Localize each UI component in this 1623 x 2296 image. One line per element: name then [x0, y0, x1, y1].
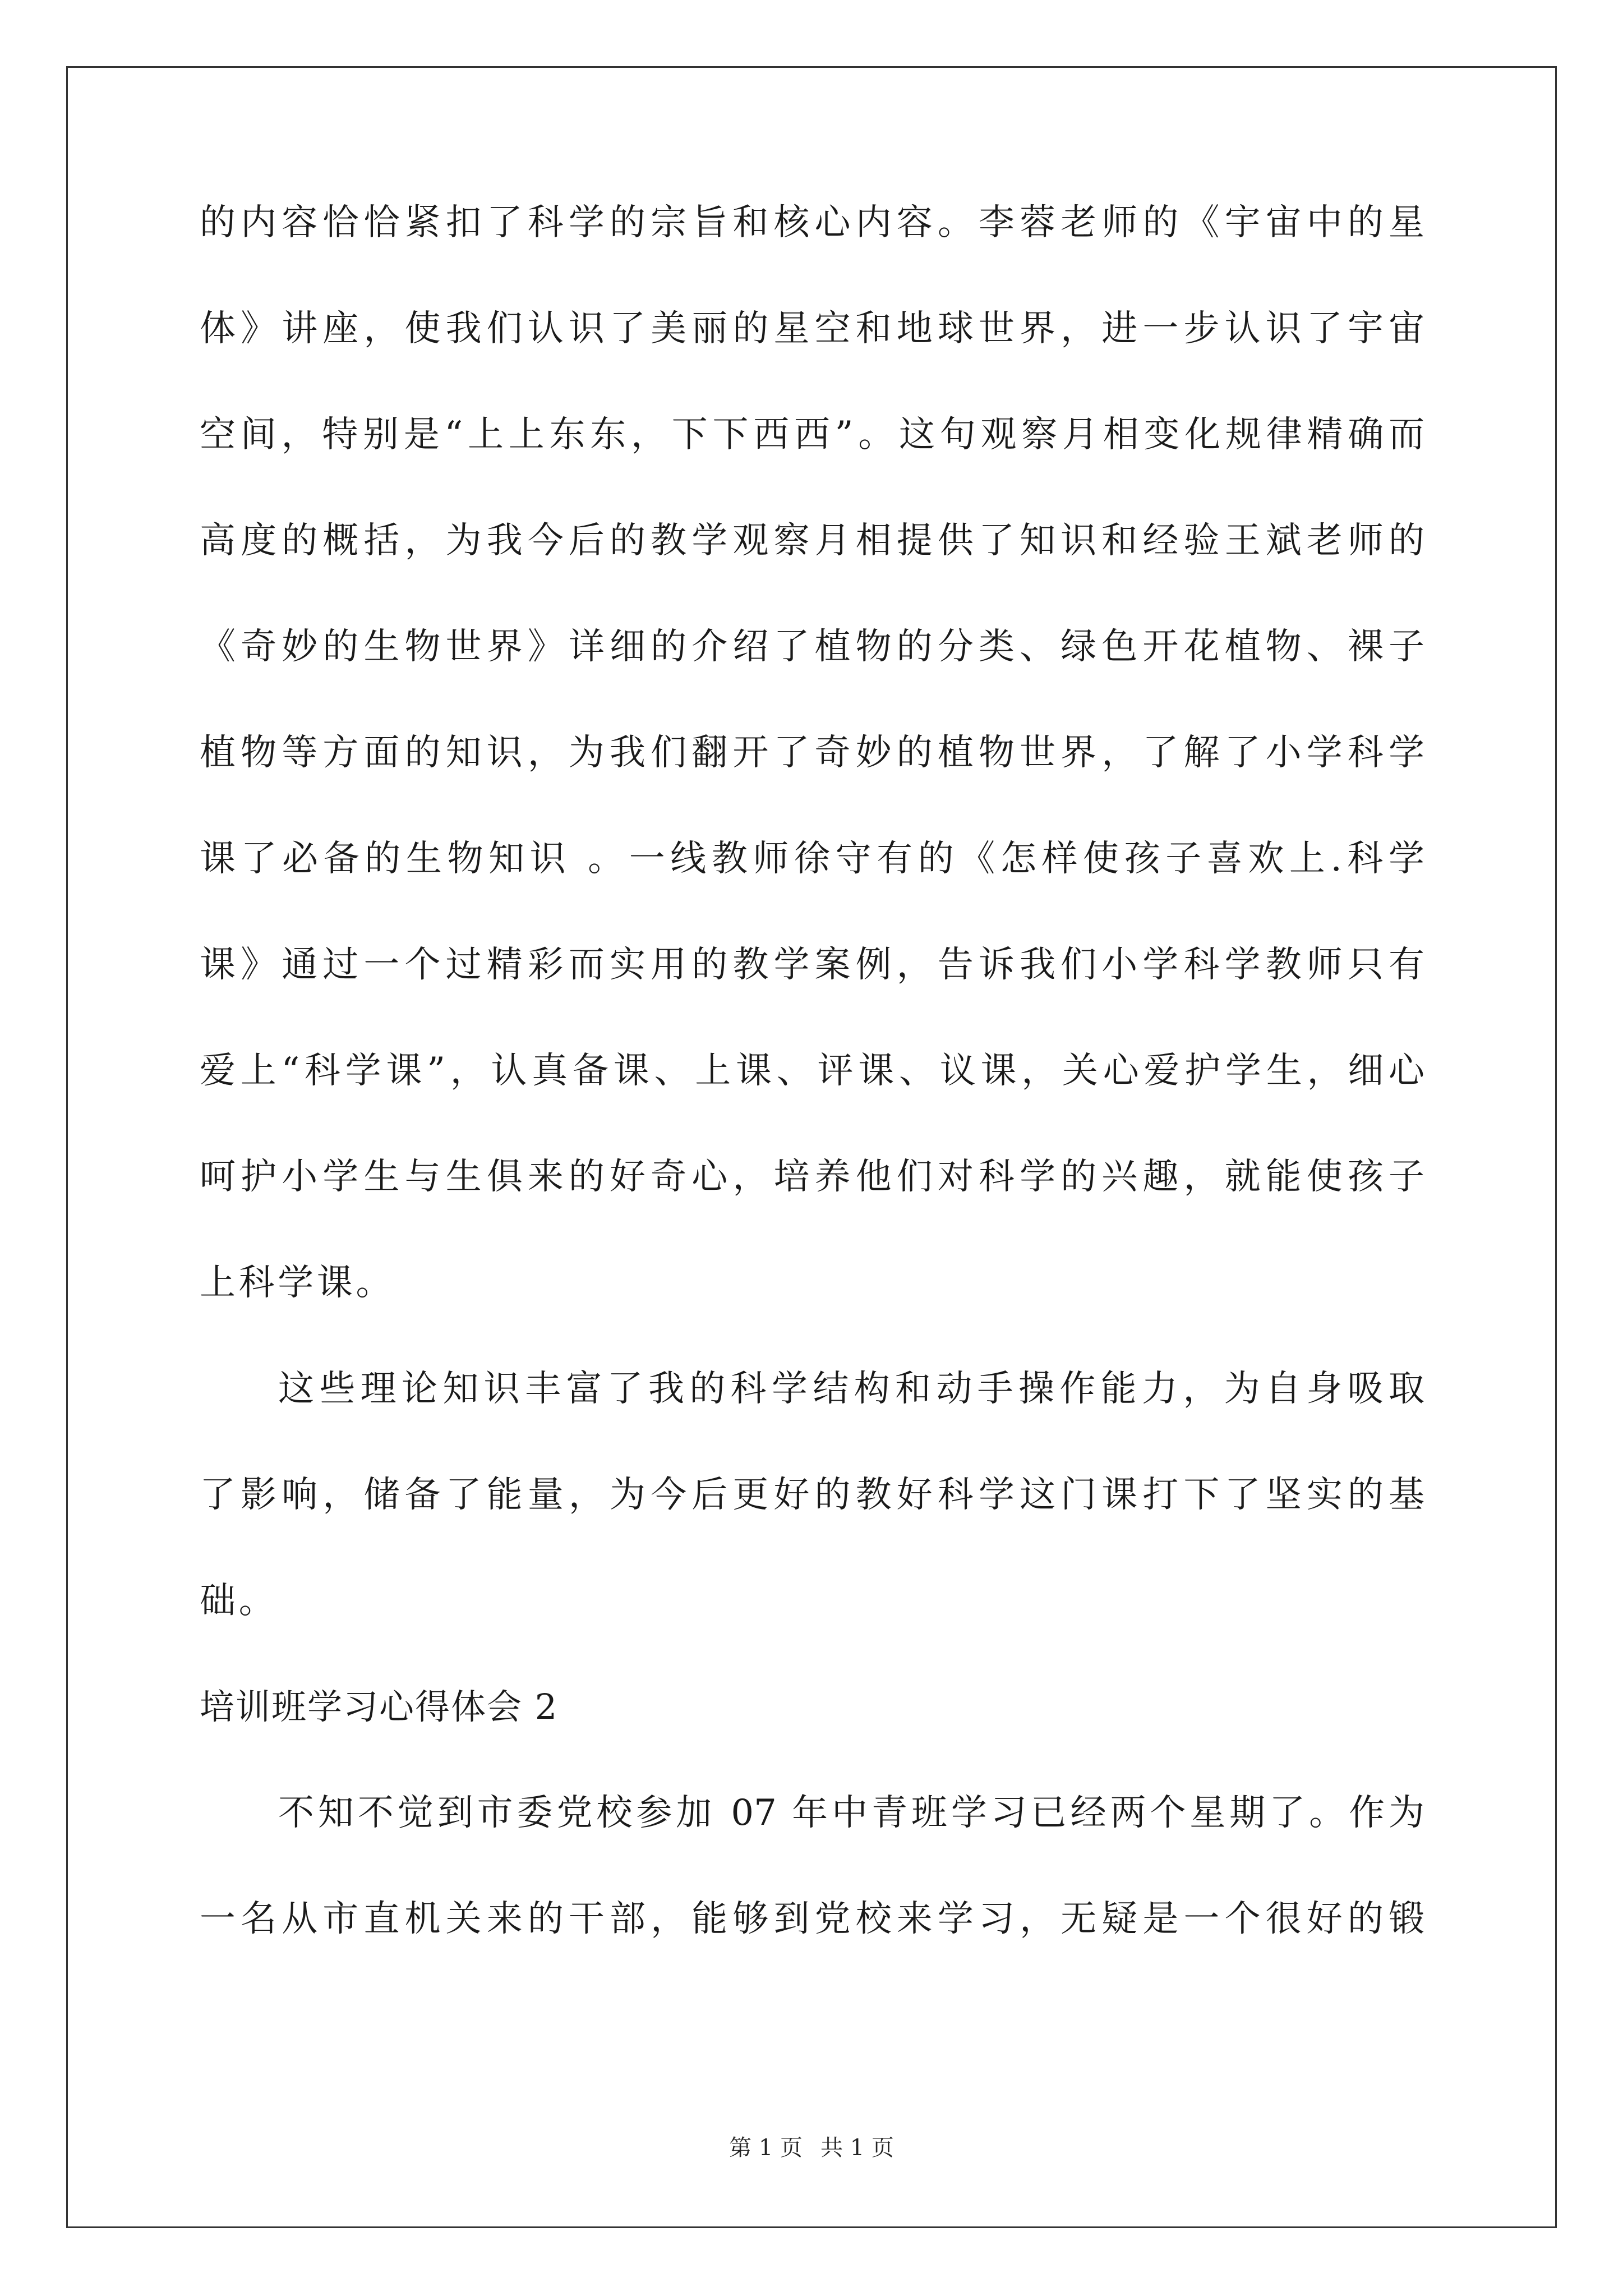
text-line: 高度的概括，为我今后的教学观察月相提供了知识和经验王斌老师的 [200, 520, 1424, 562]
text-line: 植物等方面的知识，为我们翻开了奇妙的植物世界，了解了小学科学 [200, 732, 1424, 774]
text-line: 课》通过一个过精彩而实用的教学案例，告诉我们小学科学教师只有 [200, 944, 1424, 986]
text-line: 爱上“科学课”，认真备课、上课、评课、议课，关心爱护学生，细心 [200, 1050, 1424, 1092]
text-line: 体》讲座，使我们认识了美丽的星空和地球世界，进一步认识了宇宙 [200, 308, 1424, 349]
text-line: 课了必备的生物知识 。一线教师徐守有的《怎样使孩子喜欢上.科学 [200, 838, 1424, 880]
paragraph-first-line: 不知不觉到市委党校参加 07 年中青班学习已经两个星期了。作为 [278, 1792, 1424, 1834]
section-heading: 培训班学习心得体会 2 [200, 1686, 559, 1727]
text-line: 一名从市直机关来的干部，能够到党校来学习，无疑是一个很好的锻 [200, 1898, 1424, 1940]
text-line: 《奇妙的生物世界》详细的介绍了植物的分类、绿色开花植物、裸子 [200, 626, 1424, 668]
page-footer [0, 2136, 1623, 2160]
paragraph-first-line: 这些理论知识丰富了我的科学结构和动手操作能力，为自身吸取 [278, 1368, 1424, 1410]
text-line: 础。 [200, 1580, 278, 1622]
text-line: 的内容恰恰紧扣了科学的宗旨和核心内容。李蓉老师的《宇宙中的星 [200, 202, 1424, 243]
page-number: 第 1 页 [729, 2135, 803, 2161]
text-line: 上科学课。 [200, 1262, 395, 1304]
document-body [200, 202, 1424, 2007]
page-total: 共 1 页 [820, 2135, 894, 2161]
text-line: 空间，特别是“上上东东，下下西西”。这句观察月相变化规律精确而 [200, 414, 1424, 455]
text-line: 呵护小学生与生俱来的好奇心，培养他们对科学的兴趣，就能使孩子 [200, 1156, 1424, 1198]
text-line: 了影响，储备了能量，为今后更好的教好科学这门课打下了坚实的基 [200, 1474, 1424, 1516]
